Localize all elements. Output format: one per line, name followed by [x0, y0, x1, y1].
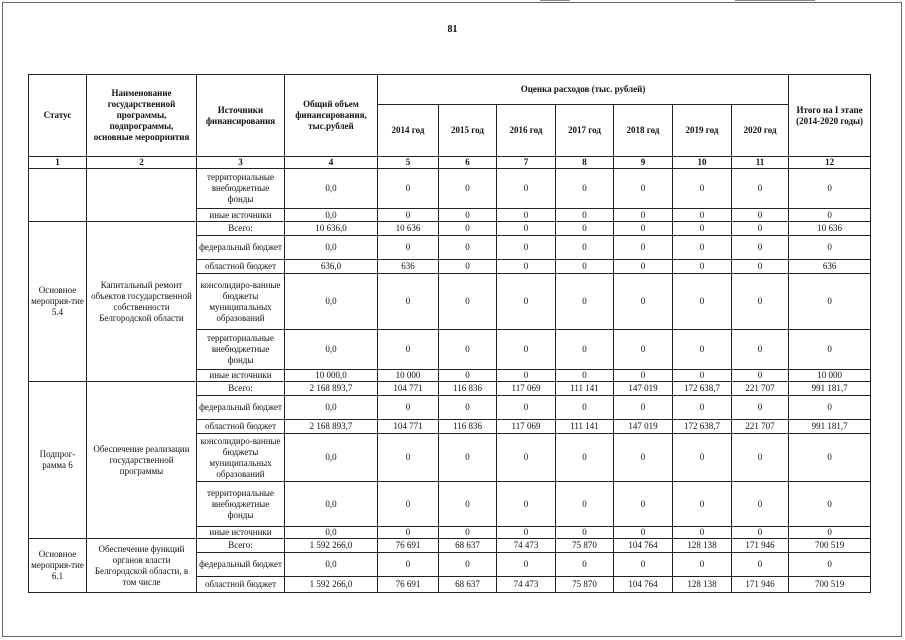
column-number: 3	[197, 157, 285, 169]
value-cell: 0	[378, 527, 439, 539]
value-cell: 0	[614, 370, 673, 382]
value-cell: 0	[673, 370, 732, 382]
value-cell: 0	[732, 527, 789, 539]
value-cell: 0	[614, 434, 673, 482]
column-number: 7	[497, 157, 556, 169]
status-cell: Основное мероприя-тие 5.4	[29, 222, 87, 382]
funding-source-cell: территориальные внебюджетные фонды	[197, 169, 285, 209]
funding-source-cell: областной бюджет	[197, 260, 285, 274]
header-year: 2018 год	[614, 105, 673, 157]
value-cell: 0	[378, 434, 439, 482]
header-sources: Источники финансирования	[197, 75, 285, 157]
header-year: 2019 год	[673, 105, 732, 157]
value-cell: 0	[439, 209, 497, 222]
value-cell: 0,0	[285, 236, 378, 260]
value-cell: 0,0	[285, 330, 378, 370]
value-cell: 0	[673, 222, 732, 236]
value-cell: 76 691	[378, 577, 439, 593]
value-cell: 0	[497, 527, 556, 539]
value-cell: 111 141	[556, 382, 614, 396]
value-cell: 117 069	[497, 420, 556, 434]
value-cell: 0	[614, 330, 673, 370]
value-cell: 0	[556, 274, 614, 330]
funding-source-cell: иные источники	[197, 209, 285, 222]
header-year: 2016 год	[497, 105, 556, 157]
value-cell: 0	[497, 222, 556, 236]
value-cell: 0	[732, 260, 789, 274]
value-cell: 0,0	[285, 274, 378, 330]
value-cell: 10 636	[378, 222, 439, 236]
header-result: Итого на I этапе (2014-2020 годы)	[789, 75, 871, 157]
value-cell: 0	[497, 260, 556, 274]
page-number: 81	[447, 24, 458, 35]
value-cell: 2 168 893,7	[285, 382, 378, 396]
value-cell: 0	[439, 434, 497, 482]
value-cell: 0	[439, 370, 497, 382]
value-cell: 171 946	[732, 539, 789, 553]
value-cell: 0	[497, 330, 556, 370]
value-cell: 0	[673, 169, 732, 209]
value-cell: 0	[789, 527, 871, 539]
value-cell: 0	[439, 396, 497, 420]
header-status: Статус	[29, 75, 87, 157]
column-number: 11	[732, 157, 789, 169]
value-cell: 10 636	[789, 222, 871, 236]
value-cell: 0	[614, 482, 673, 527]
value-cell: 0	[614, 396, 673, 420]
funding-source-cell: иные источники	[197, 527, 285, 539]
funding-source-cell: Всего:	[197, 382, 285, 396]
table-row	[29, 222, 871, 236]
table-row	[29, 539, 871, 553]
value-cell: 0	[789, 482, 871, 527]
header-program: Наименование государственной программы, подпрограммы, основные мероприятия	[87, 75, 197, 157]
value-cell: 171 946	[732, 577, 789, 593]
program-name-cell	[87, 169, 197, 222]
value-cell: 0	[497, 169, 556, 209]
value-cell: 0	[556, 527, 614, 539]
column-number: 2	[87, 157, 197, 169]
column-number: 10	[673, 157, 732, 169]
value-cell: 10 000,0	[285, 370, 378, 382]
status-cell	[29, 169, 87, 222]
value-cell: 991 181,7	[789, 420, 871, 434]
value-cell: 0	[556, 553, 614, 577]
value-cell: 0	[439, 260, 497, 274]
status-cell: Основное мероприя-тие 6.1	[29, 539, 87, 593]
value-cell: 0	[439, 274, 497, 330]
value-cell: 0	[789, 209, 871, 222]
value-cell: 0	[556, 434, 614, 482]
value-cell: 0	[732, 169, 789, 209]
column-number: 5	[378, 157, 439, 169]
header-year: 2014 год	[378, 105, 439, 157]
value-cell: 74 473	[497, 539, 556, 553]
value-cell: 68 637	[439, 539, 497, 553]
value-cell: 117 069	[497, 382, 556, 396]
value-cell: 68 637	[439, 577, 497, 593]
value-cell: 0	[789, 396, 871, 420]
value-cell: 991 181,7	[789, 382, 871, 396]
value-cell: 636	[378, 260, 439, 274]
value-cell: 116 836	[439, 420, 497, 434]
value-cell: 10 000	[789, 370, 871, 382]
value-cell: 0	[497, 274, 556, 330]
value-cell: 221 707	[732, 420, 789, 434]
value-cell: 172 638,7	[673, 382, 732, 396]
value-cell: 0	[439, 553, 497, 577]
value-cell: 0	[497, 553, 556, 577]
funding-source-cell: территориальные внебюджетные фонды	[197, 482, 285, 527]
value-cell: 0	[673, 527, 732, 539]
value-cell: 104 771	[378, 420, 439, 434]
value-cell: 0	[673, 209, 732, 222]
value-cell: 74 473	[497, 577, 556, 593]
header-year: 2017 год	[556, 105, 614, 157]
value-cell: 0,0	[285, 482, 378, 527]
value-cell: 0	[614, 169, 673, 209]
value-cell: 0	[789, 434, 871, 482]
value-cell: 0	[439, 236, 497, 260]
value-cell: 0	[673, 434, 732, 482]
value-cell: 0	[439, 482, 497, 527]
funding-source-cell: иные источники	[197, 370, 285, 382]
program-name-cell: Капитальный ремонт объектов государственной собственности Белгородской области	[87, 222, 197, 382]
value-cell: 0	[789, 553, 871, 577]
value-cell: 0	[614, 260, 673, 274]
value-cell: 221 707	[732, 382, 789, 396]
value-cell: 0	[732, 482, 789, 527]
value-cell: 104 764	[614, 577, 673, 593]
value-cell: 10 636,0	[285, 222, 378, 236]
value-cell: 0	[439, 222, 497, 236]
value-cell: 0	[378, 169, 439, 209]
column-number: 1	[29, 157, 87, 169]
value-cell: 0	[556, 236, 614, 260]
value-cell: 75 870	[556, 577, 614, 593]
table-body	[29, 169, 871, 593]
header-year: 2015 год	[439, 105, 497, 157]
value-cell: 0	[556, 330, 614, 370]
column-number: 8	[556, 157, 614, 169]
value-cell: 0	[732, 209, 789, 222]
value-cell: 0	[497, 209, 556, 222]
funding-source-cell: Всего:	[197, 222, 285, 236]
value-cell: 0	[497, 236, 556, 260]
value-cell: 0	[673, 260, 732, 274]
value-cell: 0	[556, 209, 614, 222]
value-cell: 116 836	[439, 382, 497, 396]
value-cell: 0	[556, 482, 614, 527]
value-cell: 0	[673, 553, 732, 577]
value-cell: 0,0	[285, 169, 378, 209]
value-cell: 0	[732, 553, 789, 577]
funding-source-cell: федеральный бюджет	[197, 236, 285, 260]
funding-source-cell: федеральный бюджет	[197, 396, 285, 420]
value-cell: 0	[378, 209, 439, 222]
value-cell: 0	[732, 236, 789, 260]
value-cell: 2 168 893,7	[285, 420, 378, 434]
value-cell: 76 691	[378, 539, 439, 553]
value-cell: 0	[378, 274, 439, 330]
status-cell: Подпрог-рамма 6	[29, 382, 87, 539]
funding-source-cell: областной бюджет	[197, 420, 285, 434]
value-cell: 0	[789, 169, 871, 209]
value-cell: 0	[378, 482, 439, 527]
value-cell: 0,0	[285, 434, 378, 482]
program-name-cell: Обеспечение функций органов власти Белгородской области, в том числе	[87, 539, 197, 593]
table-row	[29, 382, 871, 396]
value-cell: 0	[614, 527, 673, 539]
funding-source-cell: областной бюджет	[197, 577, 285, 593]
value-cell: 128 138	[673, 577, 732, 593]
value-cell: 0	[556, 396, 614, 420]
value-cell: 0	[732, 434, 789, 482]
value-cell: 0	[673, 236, 732, 260]
value-cell: 0	[378, 396, 439, 420]
funding-source-cell: консолидиро-ванные бюджеты муниципальных образований	[197, 274, 285, 330]
value-cell: 0	[789, 330, 871, 370]
value-cell: 1 592 266,0	[285, 577, 378, 593]
value-cell: 147 019	[614, 420, 673, 434]
funding-source-cell: Всего:	[197, 539, 285, 553]
scan-mark	[735, 0, 815, 1]
value-cell: 0	[614, 222, 673, 236]
value-cell: 700 519	[789, 539, 871, 553]
value-cell: 0	[673, 274, 732, 330]
value-cell: 0	[732, 330, 789, 370]
value-cell: 0	[556, 260, 614, 274]
column-number: 12	[789, 157, 871, 169]
value-cell: 0	[732, 370, 789, 382]
value-cell: 0	[673, 396, 732, 420]
value-cell: 0	[439, 169, 497, 209]
value-cell: 0	[556, 222, 614, 236]
value-cell: 0	[497, 370, 556, 382]
value-cell: 128 138	[673, 539, 732, 553]
value-cell: 0,0	[285, 396, 378, 420]
value-cell: 0	[732, 222, 789, 236]
value-cell: 147 019	[614, 382, 673, 396]
value-cell: 0,0	[285, 553, 378, 577]
column-number: 4	[285, 157, 378, 169]
value-cell: 0	[497, 482, 556, 527]
value-cell: 0	[789, 236, 871, 260]
value-cell: 172 638,7	[673, 420, 732, 434]
header-year: 2020 год	[732, 105, 789, 157]
header-estimate: Оценка расходов (тыс. рублей)	[378, 75, 789, 105]
value-cell: 636	[789, 260, 871, 274]
value-cell: 0	[497, 396, 556, 420]
value-cell: 0	[673, 482, 732, 527]
funding-source-cell: территориальные внебюджетные фонды	[197, 330, 285, 370]
value-cell: 0	[556, 370, 614, 382]
value-cell: 0	[378, 236, 439, 260]
value-cell: 111 141	[556, 420, 614, 434]
value-cell: 10 000	[378, 370, 439, 382]
value-cell: 0	[789, 274, 871, 330]
value-cell: 0	[732, 396, 789, 420]
value-cell: 104 764	[614, 539, 673, 553]
value-cell: 0	[614, 553, 673, 577]
column-number: 9	[614, 157, 673, 169]
value-cell: 0	[378, 330, 439, 370]
table-row	[29, 169, 871, 209]
value-cell: 0,0	[285, 209, 378, 222]
value-cell: 104 771	[378, 382, 439, 396]
value-cell: 0	[732, 274, 789, 330]
value-cell: 75 870	[556, 539, 614, 553]
funding-source-cell: федеральный бюджет	[197, 553, 285, 577]
program-name-cell: Обеспечение реализации государственной программы	[87, 382, 197, 539]
header-total-volume: Общий объем финансирования, тыс.рублей	[285, 75, 378, 157]
value-cell: 636,0	[285, 260, 378, 274]
value-cell: 0,0	[285, 527, 378, 539]
value-cell: 0	[556, 169, 614, 209]
value-cell: 700 519	[789, 577, 871, 593]
value-cell: 0	[614, 236, 673, 260]
value-cell: 1 592 266,0	[285, 539, 378, 553]
value-cell: 0	[439, 330, 497, 370]
column-number: 6	[439, 157, 497, 169]
value-cell: 0	[378, 553, 439, 577]
value-cell: 0	[497, 434, 556, 482]
value-cell: 0	[439, 527, 497, 539]
financing-table	[28, 74, 871, 593]
funding-source-cell: консолидиро-ванные бюджеты муниципальных образований	[197, 434, 285, 482]
value-cell: 0	[614, 274, 673, 330]
value-cell: 0	[614, 209, 673, 222]
scan-mark	[540, 0, 570, 1]
value-cell: 0	[673, 330, 732, 370]
